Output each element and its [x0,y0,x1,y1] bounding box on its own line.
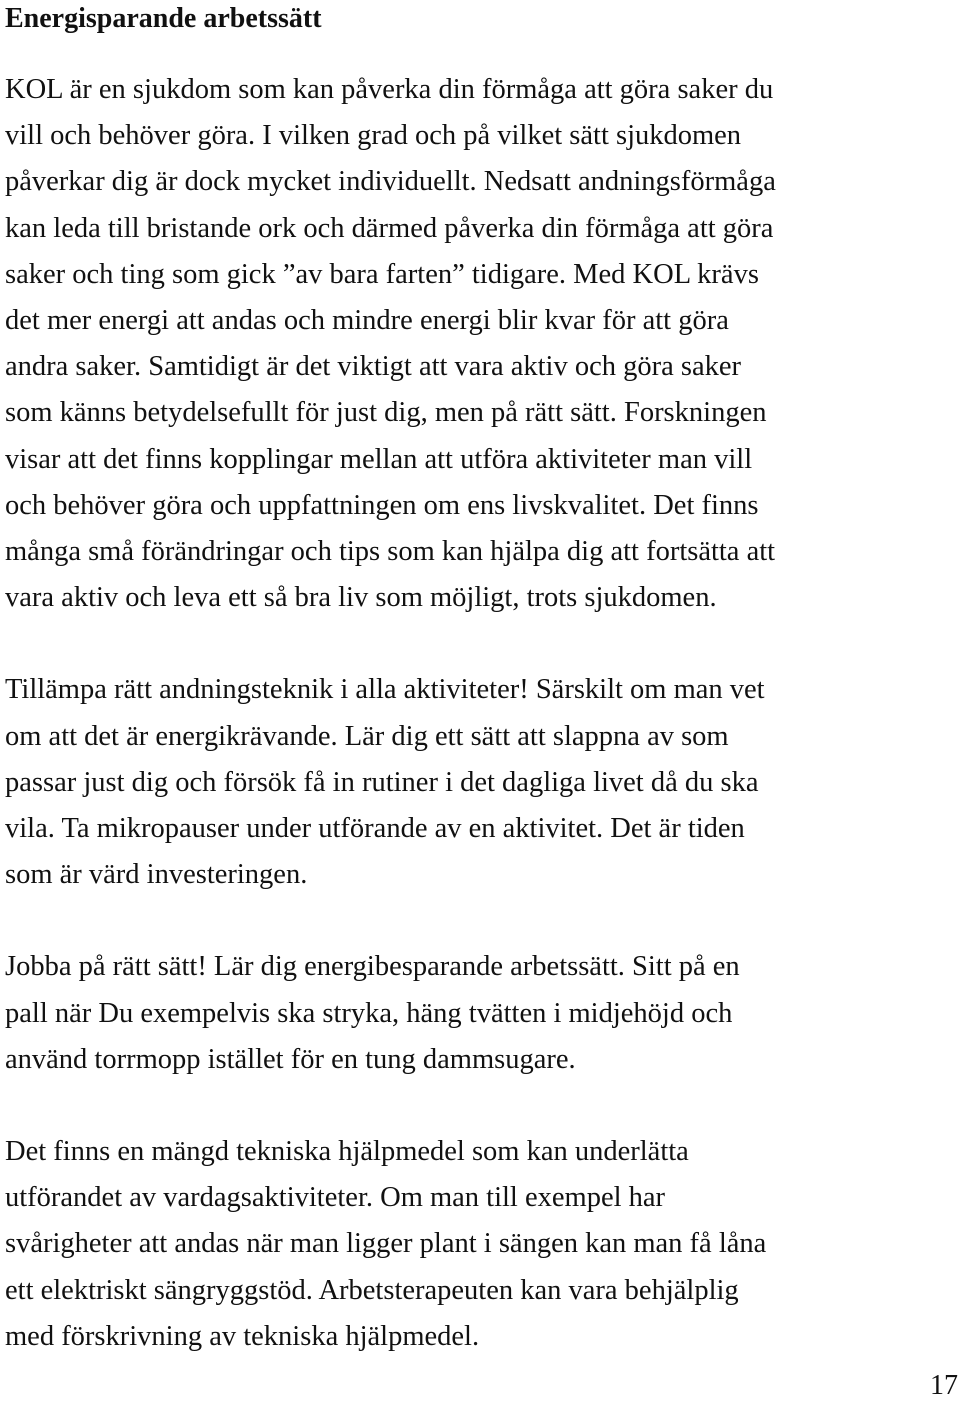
text-line: vila. Ta mikropauser under utförande av en aktivitet. Det är tiden [5,813,745,845]
text-line: KOL är en sjukdom som kan påverka din förmåga att göra saker du [5,74,774,105]
text-line: utförandet av vardagsaktiviteter. Om man till exempel har [5,1182,666,1214]
text-line: saker och ting som gick ”av bara farten” tidigare. Med KOL krävs [5,258,759,290]
text-line: Det finns en mängd tekniska hjälpmedel som kan underlätta [5,1136,689,1168]
text-line: som känns betydelsefullt för just dig, men på rätt sätt. Forskningen [5,397,767,429]
text-line: med förskrivning av tekniska hjälpmedel. [5,1320,480,1352]
text-line: passar just dig och försök få in rutiner i det dagliga livet då du ska [5,766,759,798]
paragraph-breathing-technique [5,667,955,898]
text-line: och behöver göra och uppfattningen om ens livskvalitet. Det finns [5,489,759,521]
text-line: vara aktiv och leva ett så bra liv som möjligt, trots sjukdomen. [5,582,717,614]
paragraph-technical-aids [5,1129,955,1360]
text-line: många små förändringar och tips som kan hjälpa dig att fortsätta att [5,536,776,568]
text-line: använd torrmopp istället för en tung dammsugare. [5,1043,576,1075]
text-line: Tillämpa rätt andningsteknik i alla aktiviteter! Särskilt om man vet [5,674,765,706]
text-line: påverkar dig är dock mycket individuellt. Nedsatt andningsförmåga [5,166,776,198]
text-line: pall när Du exempelvis ska stryka, häng tvätten i midjehöjd och [5,997,733,1029]
text-line: svårigheter att andas när man ligger plant i sängen kan man få låna [5,1228,767,1260]
paragraph-kol-intro [5,67,955,621]
text-line: andra saker. Samtidigt är det viktigt att vara aktiv och göra saker [5,351,742,383]
text-line: vill och behöver göra. I vilken grad och på vilket sätt sjukdomen [5,120,742,152]
document-page [5,0,955,1360]
text-line: ett elektriskt sängryggstöd. Arbetsterapeuten kan vara behjälplig [5,1274,739,1306]
text-line: Jobba på rätt sätt! Lär dig energibesparande arbetssätt. Sitt på en [5,951,740,983]
text-line: visar att det finns kopplingar mellan att utföra aktiviteter man vill [5,443,753,475]
paragraph-work-methods [5,944,955,1083]
text-line: kan leda till bristande ork och därmed påverka din förmåga att göra [5,212,774,244]
document-title: Energisparande arbetssätt [5,3,322,34]
text-line: det mer energi att andas och mindre energi blir kvar för att göra [5,305,729,337]
page-number: 17 [930,1370,958,1401]
text-line: om att det är energikrävande. Lär dig ett sätt att slappna av som [5,720,729,752]
text-line: som är värd investeringen. [5,859,308,891]
